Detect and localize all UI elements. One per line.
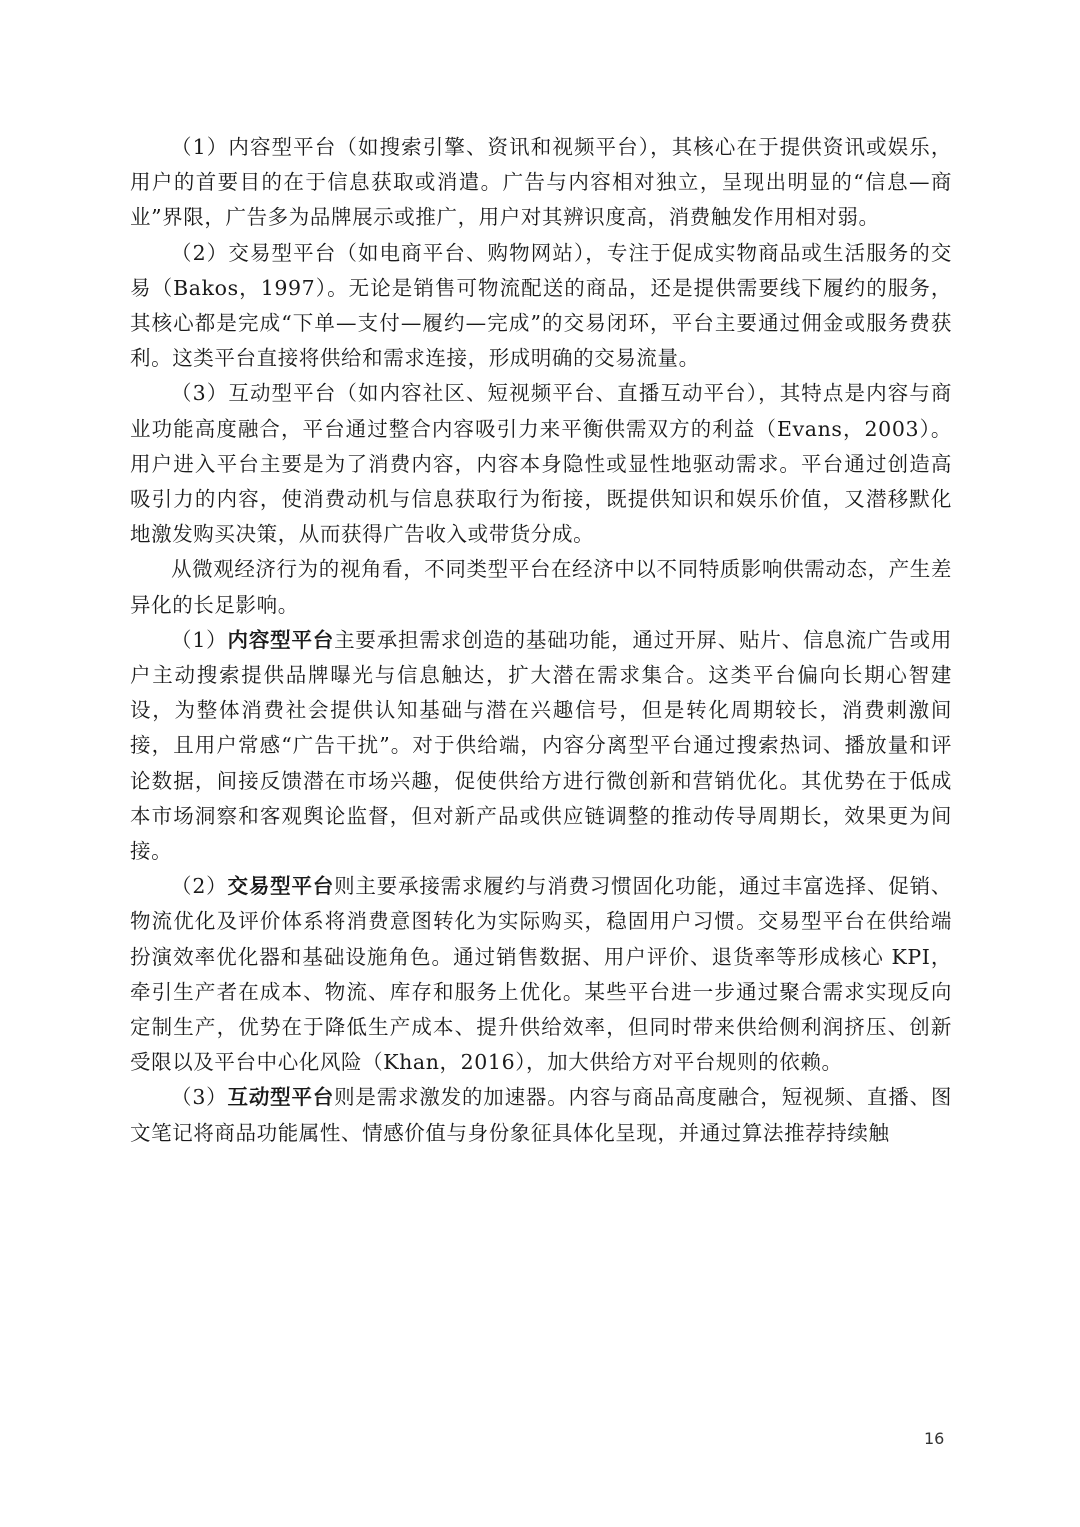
bold-term-content-platform: 内容型平台: [227, 627, 335, 652]
paragraph-body: 则主要承接需求履约与消费习惯固化功能，通过丰富选择、促销、物流优化及评价体系将消费意图转化为实际购买，稳固用户习惯。交易型平台在供给端扮演效率优化器和基础设施角色。通过销售数据、用户评价、退货率等形成核心 KPI，牵引生产者在成本、物流、库存和服务上优化。某些平台进一步通过聚合需求实现反向定制生产，优势在于降低生产成本、提升供给效率，但同时带来供给侧利润挤压、创新受限以及平台中心化风险（Khan，2016），加大供给方对平台规则的依赖。: [130, 874, 953, 1075]
bold-term-transaction-platform: 交易型平台: [227, 874, 335, 899]
paragraph-interactive-platform-effect: [130, 1080, 952, 1150]
paragraph-micro-economic-view: 从微观经济行为的视角看，不同类型平台在经济中以不同特质影响供需动态，产生差异化的长足影响。: [130, 557, 952, 617]
paragraph-body: 主要承担需求创造的基础功能，通过开屏、贴片、信息流广告或用户主动搜索提供品牌曝光与信息触达，扩大潜在需求集合。这类平台偏向长期心智建设，为整体消费社会提供认知基础与潜在兴趣信号，但是转化周期较长，消费刺激间接，且用户常感“广告干扰”。对于供给端，内容分离型平台通过搜索热词、播放量和评论数据，间接反馈潜在市场兴趣，促使供给方进行微创新和营销优化。其优势在于低成本市场洞察和客观舆论监督，但对新产品或供应链调整的推动传导周期长，效果更为间接。: [130, 627, 953, 864]
paragraph-interactive-platform-definition: （3）互动型平台（如内容社区、短视频平台、直播互动平台），其特点是内容与商业功能高度融合，平台通过整合内容吸引力来平衡供需双方的利益（Evans，2003）。用户进入平台主要是为了消费内容，内容本身隐性或显性地驱动需求。平台通过创造高吸引力的内容，使消费动机与信息获取行为衔接，既提供知识和娱乐价值，又潜移默化地激发购买决策，从而获得广告收入或带货分成。: [130, 381, 952, 547]
paragraph-prefix: （1）: [171, 627, 228, 652]
paragraph-transaction-platform-effect: [130, 869, 952, 1080]
paragraph-prefix: （3）: [171, 1085, 228, 1110]
paragraph-body: 则是需求激发的加速器。内容与商品高度融合，短视频、直播、图文笔记将商品功能属性、情感价值与身份象征具体化呈现，并通过算法推荐持续触: [130, 1085, 953, 1145]
bold-term-interactive-platform: 互动型平台: [227, 1085, 335, 1110]
paragraph-content-platform-effect: [130, 623, 952, 869]
document-body: [130, 130, 952, 1151]
paragraph-transaction-platform-definition: （2）交易型平台（如电商平台、购物网站），专注于促成实物商品或生活服务的交易（Bakos，1997）。无论是销售可物流配送的商品，还是提供需要线下履约的服务，其核心都是完成“下单—支付—履约—完成”的交易闭环，平台主要通过佣金或服务费获利。这类平台直接将供给和需求连接，形成明确的交易流量。: [130, 240, 952, 371]
paragraph-prefix: （2）: [171, 874, 228, 899]
paragraph-content-platform-definition: （1）内容型平台（如搜索引擎、资讯和视频平台），其核心在于提供资讯或娱乐，用户的首要目的在于信息获取或消遣。广告与内容相对独立，呈现出明显的“信息—商业”界限，广告多为品牌展示或推广，用户对其辨识度高，消费触发作用相对弱。: [130, 135, 952, 230]
page-number: 16: [924, 1429, 945, 1448]
